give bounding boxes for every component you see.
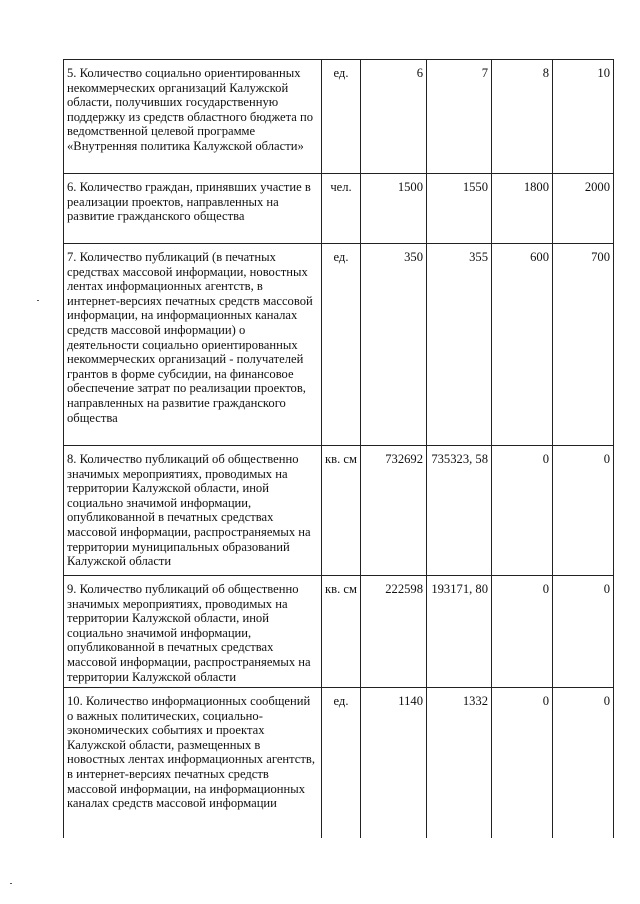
value-cell: 1332 (427, 688, 492, 838)
scan-speck (37, 300, 39, 301)
indicator-description: 5. Количество социально ориентированных некоммерческих организаций Калужской области, получивших государственную поддержку из средств областного бюджета по ведомственной целевой программе «Внутренняя политика Калужской области» (64, 60, 322, 174)
table-row (64, 576, 614, 688)
value-cell: 7 (427, 60, 492, 174)
value-cell: 600 (492, 244, 553, 446)
value-cell: 0 (492, 576, 553, 688)
indicator-description: 10. Количество информационных сообщений о важных политических, социально-экономических событиях и проектах Калужской области, размещенных в новостных лентах информационных агентств, в интернет-версиях печатных средств массовой информации, на информационных каналах средств массовой информации (64, 688, 322, 838)
value-cell: 6 (361, 60, 427, 174)
indicator-description: 7. Количество публикаций (в печатных средствах массовой информации, новостных лентах информационных агентств, в интернет-версиях печатных средств массовой информации, на информационных каналах средств массовой информации) о деятельности социально ориентированных некоммерческих организаций - получателей грантов в форме субсидии, на финансовое обеспечение затрат по реализации проектов, направленных на развитие гражданского общества (64, 244, 322, 446)
value-cell: 350 (361, 244, 427, 446)
value-cell: 735323, 58 (427, 446, 492, 576)
value-cell: 355 (427, 244, 492, 446)
value-cell: 0 (492, 688, 553, 838)
indicator-description: 6. Количество граждан, принявших участие в реализации проектов, направленных на развитие гражданского общества (64, 174, 322, 244)
table-row (64, 688, 614, 838)
value-cell: 1140 (361, 688, 427, 838)
unit-cell: ед. (322, 60, 361, 174)
value-cell: 1550 (427, 174, 492, 244)
unit-cell: ед. (322, 688, 361, 838)
value-cell: 1800 (492, 174, 553, 244)
value-cell: 8 (492, 60, 553, 174)
value-cell: 0 (492, 446, 553, 576)
table-row (64, 244, 614, 446)
table-row (64, 60, 614, 174)
value-cell: 0 (553, 446, 614, 576)
unit-cell: кв. см (322, 576, 361, 688)
value-cell: 0 (553, 688, 614, 838)
table-row (64, 174, 614, 244)
unit-cell: кв. см (322, 446, 361, 576)
value-cell: 2000 (553, 174, 614, 244)
indicator-description: 8. Количество публикаций об общественно значимых мероприятиях, проводимых на территории Калужской области, иной социально значимой информации, опубликованной в печатных средствах массовой информации, распространяемых на территории муниципальных образований Калужской области (64, 446, 322, 576)
unit-cell: чел. (322, 174, 361, 244)
value-cell: 1500 (361, 174, 427, 244)
unit-cell: ед. (322, 244, 361, 446)
value-cell: 0 (553, 576, 614, 688)
table-row (64, 446, 614, 576)
value-cell: 193171, 80 (427, 576, 492, 688)
value-cell: 732692 (361, 446, 427, 576)
value-cell: 10 (553, 60, 614, 174)
indicator-description: 9. Количество публикаций об общественно значимых мероприятиях, проводимых на территории Калужской области, иной социально значимой информации, опубликованной в печатных средствах массовой информации, распространяемых на территории Калужской области (64, 576, 322, 688)
value-cell: 222598 (361, 576, 427, 688)
scan-speck (10, 883, 12, 884)
indicators-table (63, 59, 614, 838)
value-cell: 700 (553, 244, 614, 446)
